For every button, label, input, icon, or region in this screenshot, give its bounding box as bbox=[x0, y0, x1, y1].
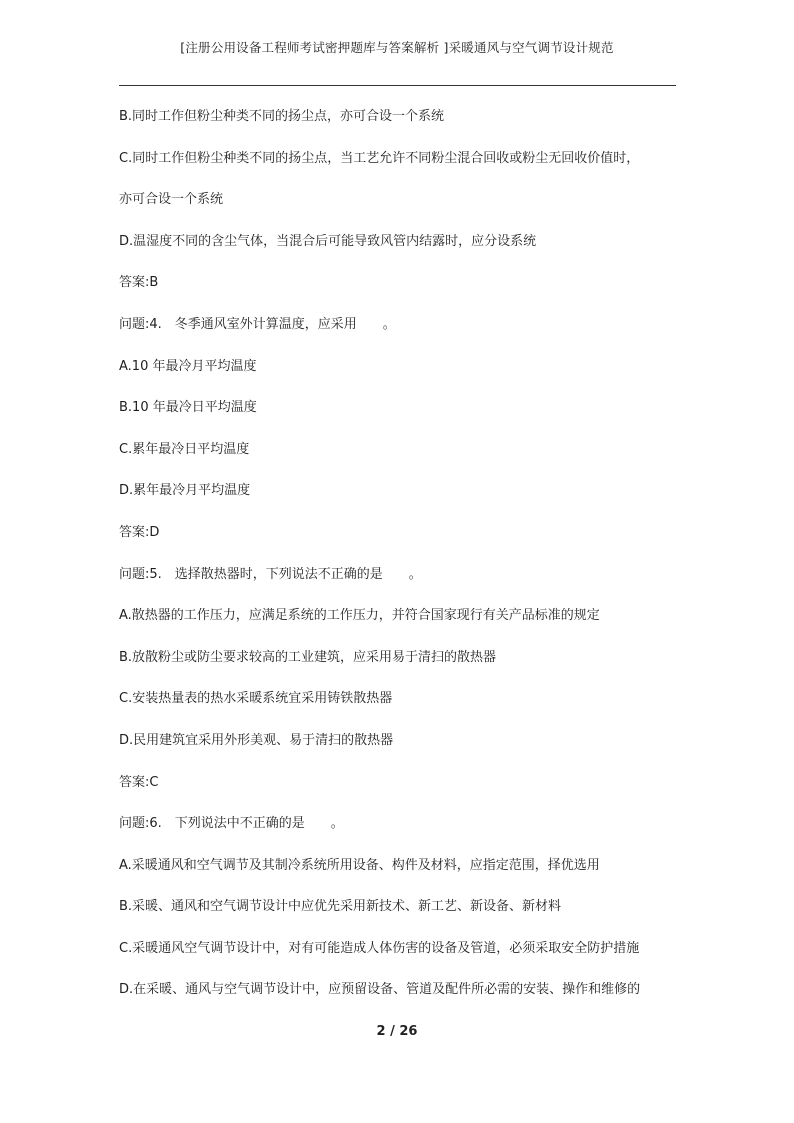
question-line: 问题:5. 选择散热器时，下列说法不正确的是 。 bbox=[119, 566, 422, 582]
page-number: 2 / 26 bbox=[376, 1024, 418, 1039]
option-line: D.在采暖、通风与空气调节设计中，应预留设备、管道及配件所必需的安装、操作和维修的 bbox=[119, 982, 641, 998]
answer-line: 答案:D bbox=[119, 524, 160, 540]
option-line: D.民用建筑宜采用外形美观、易于清扫的散热器 bbox=[119, 732, 394, 748]
text-line: B.同时工作但粉尘种类不同的扬尘点，亦可合设一个系统 bbox=[119, 109, 445, 124]
text-line: 亦可合设一个系统 bbox=[119, 192, 224, 208]
option-line: A.散热器的工作压力，应满足系统的工作压力，并符合国家现行有关产品标准的规定 bbox=[119, 608, 600, 624]
page-header: [注册公用设备工程师考试密押题库与答案解析 ]采暖通风与空气调节设计规范 bbox=[180, 40, 614, 55]
question-line: 问题:6. 下列说法中不正确的是 。 bbox=[119, 816, 344, 832]
header-divider bbox=[119, 85, 676, 86]
option-line: B.10 年最冷日平均温度 bbox=[119, 400, 257, 416]
question-line: 问题:4. 冬季通风室外计算温度，应采用 。 bbox=[119, 316, 396, 332]
answer-line: 答案:B bbox=[119, 275, 159, 291]
text-line: C.同时工作但粉尘种类不同的扬尘点，当工艺允许不同粉尘混合回收或粉尘无回收价值时， bbox=[119, 150, 640, 166]
option-line: C.采暖通风空气调节设计中，对有可能造成人体伤害的设备及管道，必须采取安全防护措施 bbox=[119, 940, 640, 956]
option-line: B.放散粉尘或防尘要求较高的工业建筑，应采用易于清扫的散热器 bbox=[119, 649, 497, 665]
text-line: D.温湿度不同的含尘气体，当混合后可能导致风管内结露时，应分设系统 bbox=[119, 233, 537, 249]
option-line: D.累年最冷月平均温度 bbox=[119, 483, 251, 499]
option-line: A.10 年最冷月平均温度 bbox=[119, 358, 257, 374]
option-line: C.安装热量表的热水采暖系统宜采用铸铁散热器 bbox=[119, 691, 393, 707]
answer-line: 答案:C bbox=[119, 774, 159, 790]
option-line: A.采暖通风和空气调节及其制冷系统所用设备、构件及材料，应指定范围，择优选用 bbox=[119, 857, 600, 873]
option-line: C.累年最冷日平均温度 bbox=[119, 441, 250, 457]
option-line: B.采暖、通风和空气调节设计中应优先采用新技术、新工艺、新设备、新材料 bbox=[119, 899, 562, 915]
document-body bbox=[119, 107, 694, 1022]
